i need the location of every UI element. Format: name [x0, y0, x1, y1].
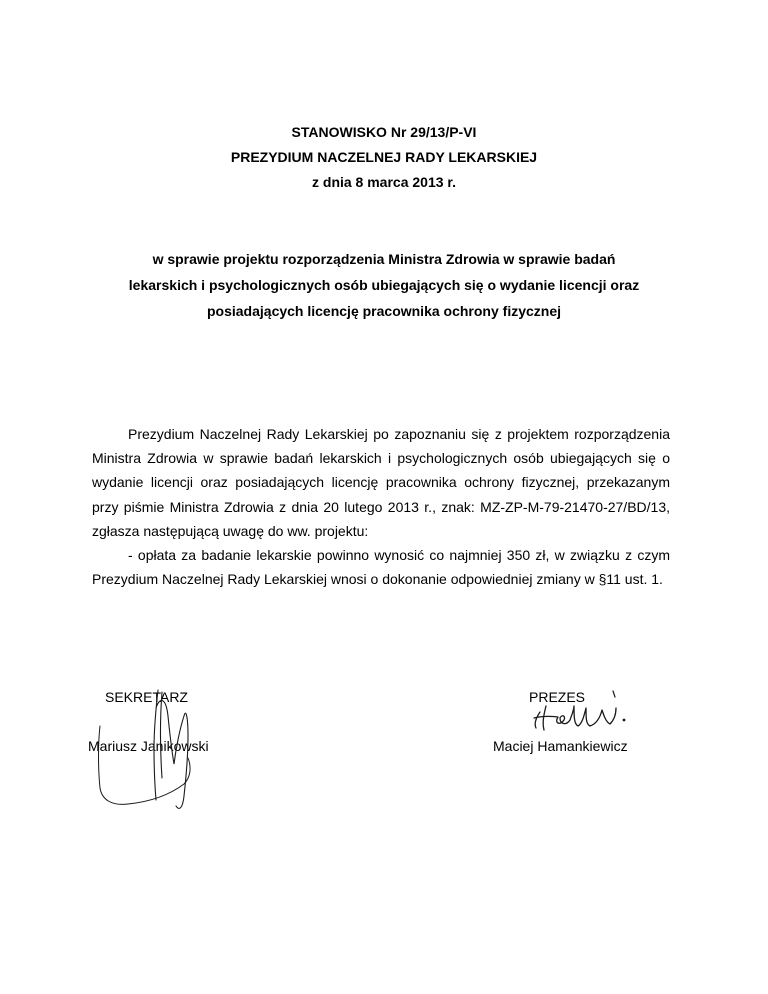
document-subject	[60, 246, 708, 324]
document-header	[0, 120, 768, 195]
subject-line-3: posiadających licencję pracownika ochrony fizycznej	[206, 303, 562, 319]
signature-block-secretary	[88, 688, 308, 828]
handwritten-signature-secretary	[88, 688, 308, 828]
signature-name-president: Maciej Hamankiewicz	[493, 738, 628, 754]
document-number: STANOWISKO Nr 29/13/P-VI	[291, 124, 477, 140]
handwritten-signature-president	[488, 688, 708, 768]
subject-line-1: w sprawie projektu rozporządzenia Ministra Zdrowia w sprawie badań	[152, 251, 616, 267]
issuing-body: PREZYDIUM NACZELNEJ RADY LEKARSKIEJ	[230, 149, 538, 165]
document-date: z dnia 8 marca 2013 r.	[312, 174, 456, 190]
subject-line-2: lekarskich i psychologicznych osób ubiegających się o wydanie licencji oraz	[128, 277, 640, 293]
signature-name-secretary: Mariusz Janikowski	[88, 738, 209, 754]
signature-title-secretary: SEKRETARZ	[105, 689, 188, 705]
document-body	[92, 422, 670, 591]
signature-title-president: PREZES	[529, 689, 586, 705]
signature-block-president	[488, 688, 708, 768]
body-paragraph-1: Prezydium Naczelnej Rady Lekarskiej po zapoznaniu się z projektem rozporządzenia Ministra Zdrowia w sprawie badań lekarskich i psychologicznych osób ubiegających się o wydanie licencji oraz posiadających licencję pracownika ochrony fizycznej, przekazanym przy piśmie Ministra Zdrowia z dnia 20 lutego 2013 r., znak: MZ-ZP-M-79-21470-27/BD/13, zgłasza następującą uwagę do ww. projektu:	[92, 426, 670, 539]
body-paragraph-2: - opłata za badanie lekarskie powinno wynosić co najmniej 350 zł, w związku z czym Prezydium Naczelnej Rady Lekarskiej wnosi o dokonanie odpowiedniej zmiany w §11 ust. 1.	[92, 547, 670, 588]
